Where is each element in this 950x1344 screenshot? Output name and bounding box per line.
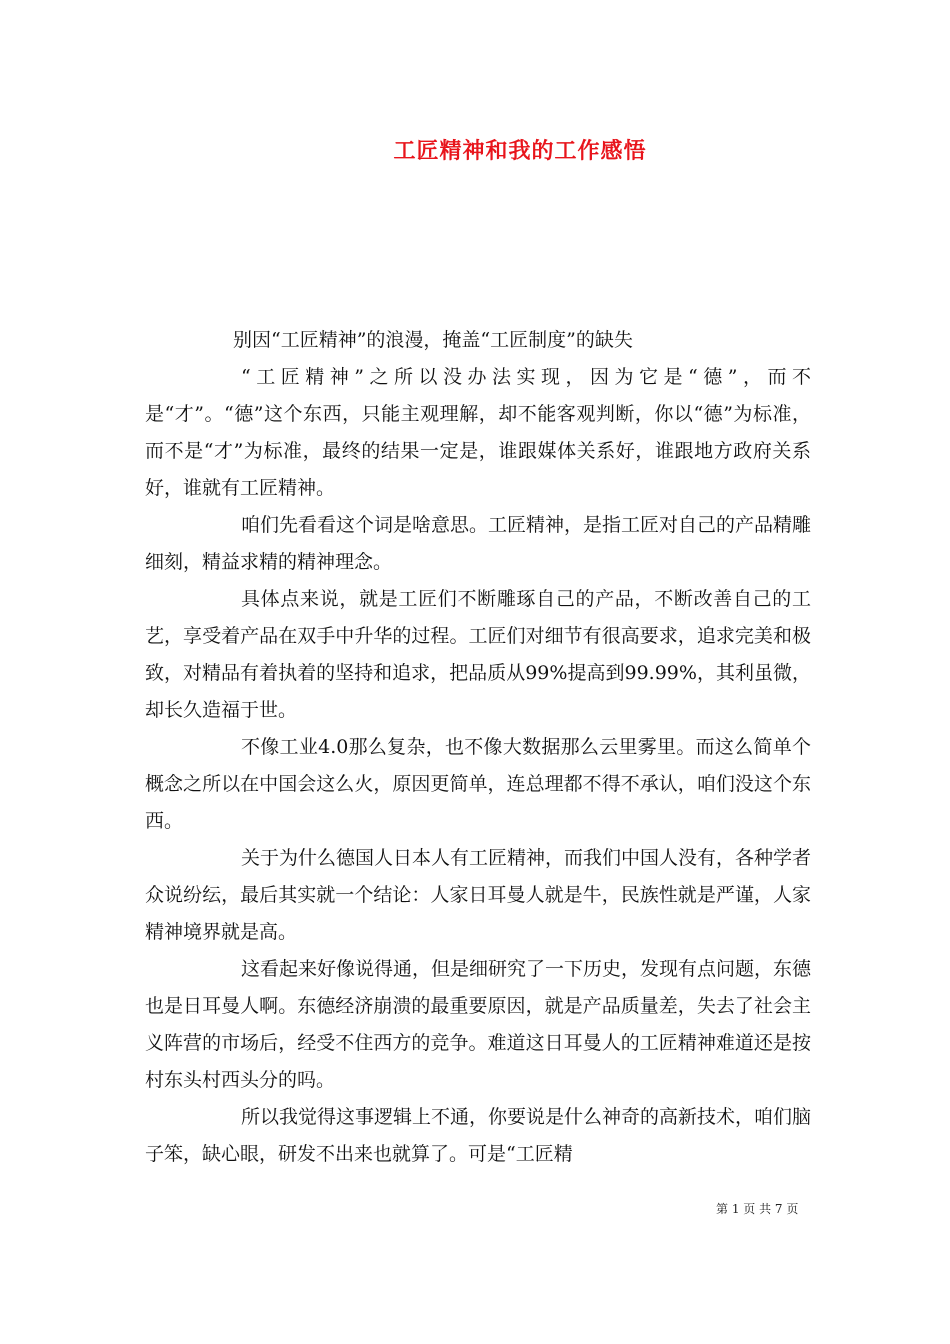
page-number-footer: 第 1 页 共 7 页 [716,1202,799,1216]
paragraph: “工匠精神”之所以没办法实现，因为它是“德”，而不是“才”。“德”这个东西，只能主观理解，却不能客观判断，你以“德”为标准，而不是“才”为标准，最终的结果一定是，谁跟媒体关系好，谁跟地方政府关系好，谁就有工匠精神。 [145,366,811,499]
paragraph: 这看起来好像说得通，但是细研究了一下历史，发现有点问题，东德也是日耳曼人啊。东德经济崩溃的最重要原因，就是产品质量差，失去了社会主义阵营的市场后，经受不住西方的竞争。难道这日耳曼人的工匠精神难道还是按村东头村西头分的吗。 [145,958,812,1091]
paragraph: 具体点来说，就是工匠们不断雕琢自己的产品，不断改善自己的工艺，享受着产品在双手中升华的过程。工匠们对细节有很高要求，追求完美和极致，对精品有着执着的坚持和追求，把品质从99%提高到99.99%，其利虽微，却长久造福于世。 [145,588,811,721]
paragraph-subheading: 别因“工匠精神”的浪漫，掩盖“工匠制度”的缺失 [233,329,633,351]
paragraph: 关于为什么德国人日本人有工匠精神，而我们中国人没有，各种学者众说纷纭，最后其实就一个结论：人家日耳曼人就是牛，民族性就是严谨，人家精神境界就是高。 [145,847,812,943]
paragraph: 不像工业4.0那么复杂，也不像大数据那么云里雾里。而这么简单个概念之所以在中国会这么火，原因更简单，连总理都不得不承认，咱们没这个东西。 [145,736,811,832]
document-body [145,322,811,1173]
paragraph: 咱们先看看这个词是啥意思。工匠精神，是指工匠对自己的产品精雕细刻，精益求精的精神理念。 [145,514,812,573]
page-title: 工匠精神和我的工作感悟 [393,138,647,164]
paragraph: 所以我觉得这事逻辑上不通，你要说是什么神奇的高新技术，咱们脑子笨，缺心眼，研发不出来也就算了。可是“工匠精 [145,1106,812,1165]
